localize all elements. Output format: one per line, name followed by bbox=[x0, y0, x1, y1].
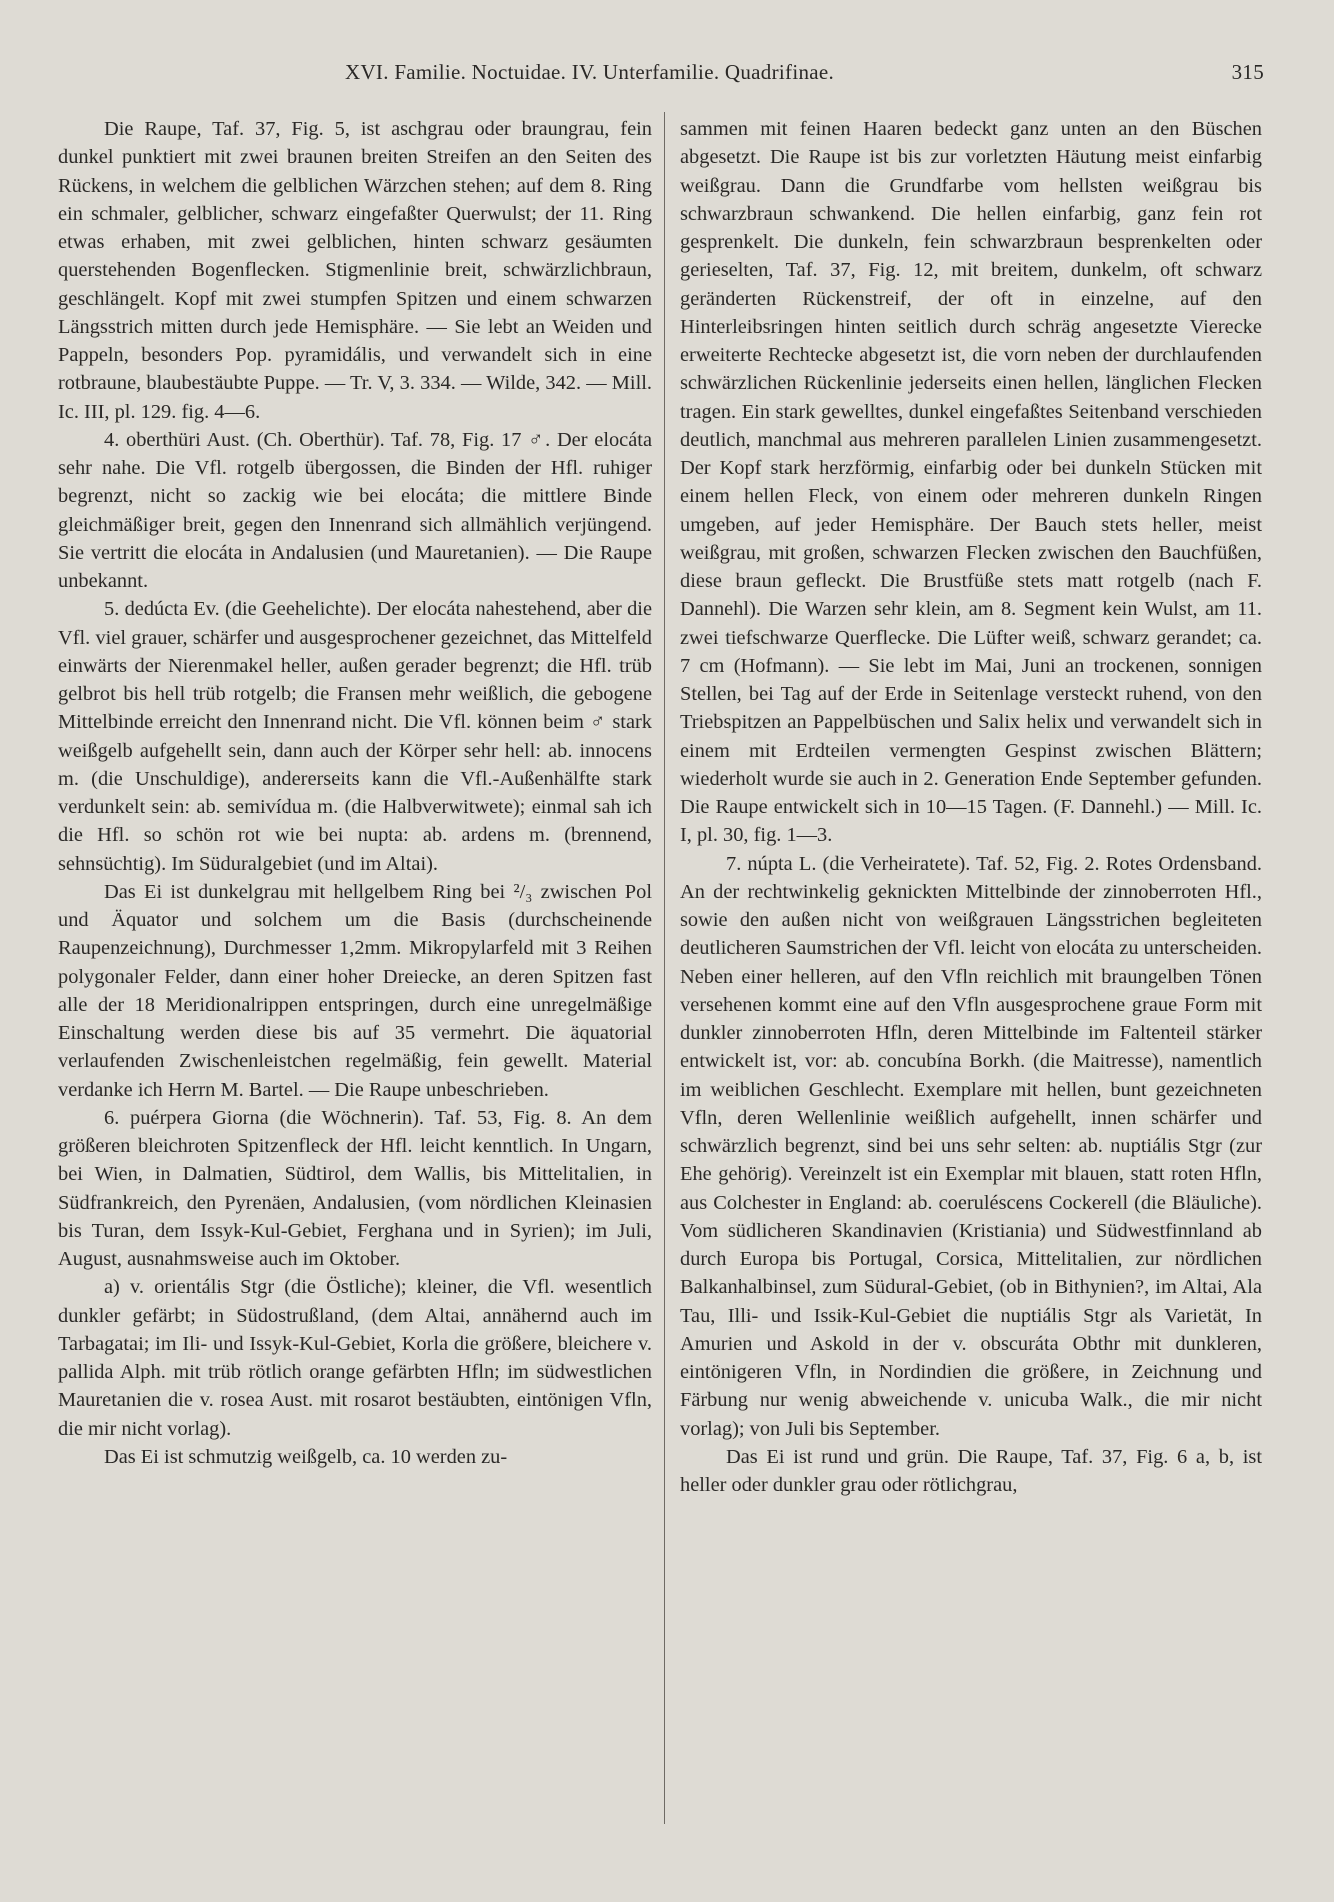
paragraph: 4. oberthüri Aust. (Ch. Oberthür). Taf. 78, Fig. 17 ♂. Der elocáta sehr nahe. Die Vfl. rotgelb übergossen, die Binden der Hfl. ruhiger begrenzt, nicht so zackig wie bei elocáta; die mittlere Binde gleichmäßiger breit, gegen den Innenrand sich allmählich verjüngend. Sie vertritt die elocáta in Andalusien (und Mauretanien). — Die Raupe unbekannt. bbox=[58, 428, 652, 592]
paragraph: 5. dedúcta Ev. (die Geehelichte). Der elocáta nahestehend, aber die Vfl. viel grauer, schärfer und ausgesprochener gezeichnet, das Mittelfeld einwärts der Nierenmakel heller, außen gerader begrenzt; die Hfl. trüb gelbrot bis hell trüb rotgelb; die Fransen mehr weißlich, die gebogene Mittelbinde erreicht den Innenrand nicht. Die Vfl. können beim ♂ stark weißgelb aufgehellt sein, dann auch der Körper sehr hell: ab. innocens m. (die Unschuldige), andererseits kann die Vfl.-Außenhälfte stark verdunkelt sein: ab. semivídua m. (die Halbverwitwete); einmal sah ich die Hfl. so schön rot wie bei nupta: ab. ardens m. (brennend, sehnsüchtig). Im Süduralgebiet (und im Altai). bbox=[58, 598, 652, 875]
paragraph: 7. núpta L. (die Verheiratete). Taf. 52, Fig. 2. Rotes Ordensband. An der rechtwinkelig geknickten Mittelbinde der zinnoberroten Hfl., sowie den außen nicht von weißgrauen Längsstrichen begleiteten deutlicheren Saumstrichen der Vfl. leicht von elocáta zu unterscheiden. Neben einer helleren, auf den Vfln reichlich mit braungelben Tönen versehenen kommt eine auf den Vfln ausgesprochene graue Form mit dunkler zinnoberroten Hfln, deren Mittelbinde im Faltenteil stärker entwickelt ist, vor: ab. concubína Borkh. (die Maitresse), namentlich im weiblichen Geschlecht. Exemplare mit hellen, bunt gezeichneten Vfln, deren Wellenlinie weißlich aufgehellt, innen schärfer und schwärzlich begrenzt, sind bei uns sehr selten: ab. nuptiális Stgr (zur Ehe gehörig). Vereinzelt ist ein Exemplar mit blauen, statt roten Hfln, aus Colchester in England: ab. coeruléscens Cockerell (die Bläuliche). Vom südlicheren Skandinavien (Kristiania) und Südwestfinnland ab durch Europa bis Portugal, Corsica, Mittelitalien, zur nördlichen Balkanhalbinsel, zum Südural-Gebiet, (ob in Bithynien?, im Altai, Ala Tau, Illi- und Issik-Kul-Gebiet die nuptiális Stgr als Varietät, In Amurien und Askold in der v. obscuráta Obthr mit dunkleren, eintönigeren Vfln, in Nordindien die größere, in Zeichnung und Färbung nur wenig abweichende v. unicuba Walk., die mir nicht vorlag); von Juli bis September. bbox=[680, 852, 1262, 1440]
right-column bbox=[680, 115, 1262, 1499]
running-header bbox=[58, 60, 1264, 94]
paragraph: 6. puérpera Giorna (die Wöchnerin). Taf. 53, Fig. 8. An dem größeren bleichroten Spitzenfleck der Hfl. leicht kenntlich. In Ungarn, bei Wien, in Dalmatien, Südtirol, dem Wallis, bis Mittelitalien, in Südfrankreich, den Pyrenäen, Andalusien, (vom nördlichen Kleinasien bis Turan, dem Issyk-Kul-Gebiet, Ferghana und in Syrien); im Juli, August, ausnahmsweise auch im Oktober. bbox=[58, 1106, 652, 1270]
paragraph: Das Ei ist dunkelgrau mit hellgelbem Ring bei ²/₃ zwischen Pol und Äquator und solchem um die Basis (durchscheinende Raupenzeichnung), Durchmesser 1,2mm. Mikropylarfeld mit 3 Reihen polygonaler Felder, dann einer hoher Dreiecke, an deren Spitzen fast alle der 18 Meridionalrippen entspringen, durch eine unregelmäßige Einschaltung werden diese bis auf 35 vermehrt. Die äquatorial verlaufenden Zwischenleistchen regelmäßig, fein gewellt. Material verdanke ich Herrn M. Bartel. — Die Raupe unbeschrieben. bbox=[58, 880, 652, 1101]
paragraph: Die Raupe, Taf. 37, Fig. 5, ist aschgrau oder braungrau, fein dunkel punktiert mit zwei braunen breiten Streifen an den Seiten des Rückens, in welchem die gelblichen Wärzchen stehen; auf dem 8. Ring ein schmaler, gelblicher, schwarz eingefaßter Querwulst; der 11. Ring etwas erhaben, mit zwei gelblichen, hinten schwarz gesäumten querstehenden Bogenflecken. Stigmenlinie breit, schwärzlichbraun, geschlängelt. Kopf mit zwei stumpfen Spitzen und einem schwarzen Längsstrich mitten durch jede Hemisphäre. — Sie lebt an Weiden und Pappeln, besonders Pop. pyramidális, und verwandelt sich in eine rotbraune, blaubestäubte Puppe. — Tr. V, 3. 334. — Wilde, 342. — Mill. Ic. III, pl. 129. fig. 4—6. bbox=[58, 118, 652, 423]
column-divider bbox=[664, 112, 665, 1824]
paragraph: Das Ei ist rund und grün. Die Raupe, Taf. 37, Fig. 6 a, b, ist heller oder dunkler grau oder rötlichgrau, bbox=[680, 1445, 1262, 1496]
paragraph: sammen mit feinen Haaren bedeckt ganz unten an den Büschen abgesetzt. Die Raupe ist bis zur vorletzten Häutung meist einfarbig weißgrau. Dann die Grundfarbe vom hellsten weißgrau bis schwarzbraun schwankend. Die hellen einfarbig, ganz fein rot gesprenkelt. Die dunkeln, fein schwarzbraun besprenkelten oder gerieselten, Taf. 37, Fig. 12, mit breitem, dunkelm, oft schwarz geränderten Rückenstreif, der oft in einzelne, auf den Hinterleibsringen hinten seitlich durch schräg angesetzte Vierecke erweiterte Rechtecke abgesetzt ist, die vorn neben der durchlaufenden schwärzlichen Rückenlinie jederseits einen hellen, länglichen Flecken tragen. Ein stark gewelltes, dunkel eingefaßtes Seitenband verschieden deutlich, manchmal aus mehreren parallelen Linien zusammengesetzt. Der Kopf stark herzförmig, einfarbig oder bei dunkeln Stücken mit einem hellen Fleck, von einem oder mehreren dunkeln Ringen umgeben, auf jeder Hemisphäre. Der Bauch stets heller, meist weißgrau, mit großen, schwarzen Flecken zwischen den Bauchfüßen, diese braun gefleckt. Die Brustfüße stets matt rotgelb (nach F. Dannehl). Die Warzen sehr klein, am 8. Segment kein Wulst, am 11. zwei tiefschwarze Querflecke. Die Lüfter weiß, schwarz gerandet; ca. 7 cm (Hofmann). — Sie lebt im Mai, Juni an trockenen, sonnigen Stellen, bei Tag auf der Erde in Seitenlage versteckt ruhend, von den Triebspitzen an Pappelbüschen und Salix helix und verwandelt sich in einem mit Erdteilen vermengten Gespinst zwischen Blättern; wiederholt wurde sie auch in 2. Generation Ende September gefunden. Die Raupe entwickelt sich in 10—15 Tagen. (F. Dannehl.) — Mill. Ic. I, pl. 30, fig. 1—3. bbox=[680, 118, 1262, 847]
header-title: XVI. Familie. Noctuidae. IV. Unterfamilie. Quadrifinae. bbox=[345, 60, 835, 84]
left-column bbox=[58, 115, 652, 1471]
paragraph: Das Ei ist schmutzig weißgelb, ca. 10 werden zu- bbox=[104, 1445, 508, 1468]
paragraph: a) v. orientális Stgr (die Östliche); kleiner, die Vfl. wesentlich dunkler gefärbt; in Südostrußland, (dem Altai, annähernd auch im Tarbagatai; im Ili- und Issyk-Kul-Gebiet, Korla die größere, bleichere v. pallida Alph. mit trüb rötlich orange gefärbten Hfln; im südwestlichen Mauretanien die v. rosea Aust. mit rosarot bestäubten, eintönigen Vfln, die mir nicht vorlag). bbox=[58, 1276, 652, 1440]
page-number: 315 bbox=[1231, 60, 1264, 84]
